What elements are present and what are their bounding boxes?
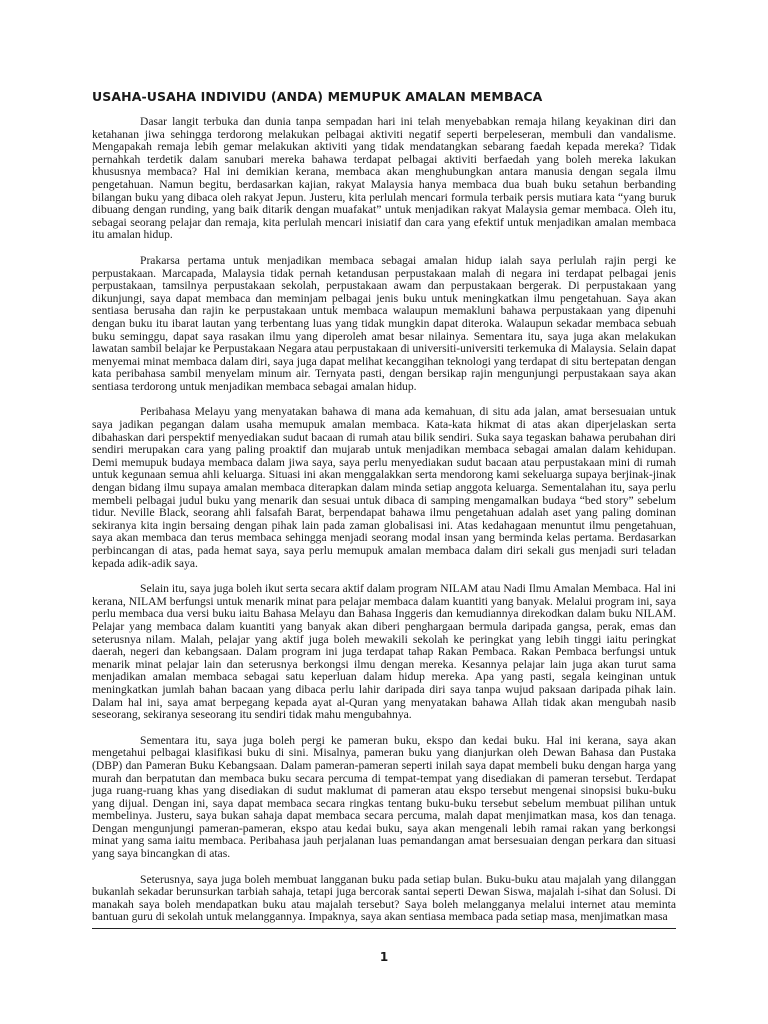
paragraph-4: Selain itu, saya juga boleh ikut serta secara aktif dalam program NILAM atau Nadi Ilmu Amalan Membaca. Hal ini kerana, NILAM berfungsi untuk menarik minat para pelajar membaca dalam kuantiti yang banyak. Melalui program ini, saya perlu membaca dua versi buku iaitu Bahasa Melayu dan Bahasa Inggeris dan kemudiannya direkodkan dalam buku NILAM. Pelajar yang membaca dalam kuantiti yang banyak akan diberi penghargaan bermula daripada gangsa, perak, emas dan seterusnya nilam. Malah, pelajar yang aktif juga boleh mewakili sekolah ke peringkat yang lebih tinggi iaitu peringkat daerah, negeri dan kebangsaan. Dalam program ini juga terdapat tahap Rakan Pembaca. Rakan Pembaca berfungsi untuk menarik minat pelajar lain dan seterusnya berkongsi ilmu dengan mereka. Kesannya pelajar lain juga akan turut sama menjadikan amalan membaca sebagai satu keperluan dalam hidup mereka. Apa yang pasti, segala keinginan untuk meningkatkan jumlah bahan bacaan yang dibaca perlu lahir daripada diri saya tanpa wujud paksaan daripada pihak lain. Dalam hal ini, saya amat berpegang kepada ayat al-Quran yang menyatakan bahawa Allah tidak akan mengubah nasib seseorang, sekiranya seseorang itu sendiri tidak mahu mengubahnya. — [92, 582, 676, 722]
paragraph-5: Sementara itu, saya juga boleh pergi ke pameran buku, ekspo dan kedai buku. Hal ini kerana, saya akan mengetahui pelbagai klasifikasi buku di sini. Misalnya, pameran buku yang dianjurkan oleh Dewan Bahasa dan Pustaka (DBP) dan Pameran Buku Kebangsaan. Dalam pameran-pameran seperti inilah saya dapat membeli buku dengan harga yang murah dan berpatutan dan membaca buku secara percuma di tempat-tempat yang disediakan di pameran tersebut. Terdapat juga ruang-ruang khas yang disediakan di sudut maklumat di pameran atau ekspo tersebut mengenai sinopsisi buku-buku yang dijual. Dengan ini, saya dapat membaca secara ringkas tentang buku-buku tersebut sebelum membuat pilihan untuk membelinya. Justeru, saya bukan sahaja dapat membaca secara percuma, malah dapat menjimatkan masa, kos dan tenaga. Dengan mengunjungi pameran-pameran, ekspo atau kedai buku, saya akan mengenali lebih ramai rakan yang berkongsi minat yang sama iaitu membaca. Peribahasa jauh perjalanan luas pemandangan amat bersesuaian dengan perkara dan situasi yang saya bincangkan di atas. — [92, 733, 676, 861]
paragraph-1: Dasar langit terbuka dan dunia tanpa sempadan hari ini telah menyebabkan remaja hilang keyakinan diri dan ketahanan jiwa sehingga terdorong melakukan pelbagai aktiviti negatif seperti berpeleseran, membuli dan vandalisme. Mengapakah remaja lebih gemar melakukan aktiviti yang tidak mendatangkan sebarang faedah kepada mereka? Tidak pernahkah terdetik dalam sanubari mereka bahawa terdapat pelbagai aktiviti berfaedah yang boleh mereka lakukan khususnya membaca? Hal ini demikian kerana, membaca akan menghubungkan antara manusia dengan segala ilmu pengetahuan. Namun begitu, berdasarkan kajian, rakyat Malaysia hanya membaca dua buah buku setahun berbanding bilangan buku yang dibaca oleh rakyat Jepun. Justeru, kita perlulah mencari formula terbaik persis mutiara kata “yang buruk dibuang dengan runding, yang baik ditarik dengan muafakat” untuk menjadikan rakyat Malaysia gemar membaca. Oleh itu, sebagai seorang pelajar dan remaja, kita perlulah mencari inisiatif dan cara yang efektif untuk menjadikan amalan membaca itu amalan hidup. — [92, 115, 676, 242]
paragraph-2: Prakarsa pertama untuk menjadikan membaca sebagai amalan hidup ialah saya perlulah rajin pergi ke perpustakaan. Marcapada, Malaysia tidak pernah ketandusan perpustakaan malah di negara ini terdapat pelbagai jenis perpustakaan, tamsilnya perpustakaan sekolah, perpustakaan awam dan perpustakaan bergerak. Di perpustakaan yang dikunjungi, saya dapat membaca dan meminjam pelbagai jenis buku untuk meningkatkan ilmu pengetahuan. Saya akan sentiasa berusaha dan rajin ke perpustakaan untuk membaca walaupun memakluni bahawa perpustakaan yang dipenuhi dengan buku itu ibarat lautan yang terbentang luas yang tidak mungkin dapat diteroka. Walaupun sekadar membaca sebuah buku seminggu, dapat saya rasakan ilmu yang diperoleh amat besar nilainya. Sementara itu, saya juga akan melakukan lawatan sambil belajar ke Perpustakaan Negara atau perpustakaan di universiti-universiti terkemuka di Malaysia. Selain dapat menyemai minat membaca dalam diri, saya juga dapat melihat kecanggihan teknologi yang terdapat di situ bertepatan dengan kata peribahasa sambil menyelam minum air. Ternyata pasti, dengan bersikap rajin mengunjungi perpustakaan saya akan sentiasa terdorong untuk menjadikan membaca sebagai amalan hidup. — [92, 253, 676, 393]
page-number: 1 — [379, 950, 389, 964]
footer-divider — [92, 928, 676, 929]
paragraph-3: Peribahasa Melayu yang menyatakan bahawa di mana ada kemahuan, di situ ada jalan, amat bersesuaian untuk saya jadikan pegangan dalam usaha memupuk amalan membaca. Kata-kata hikmat di atas akan diperjelaskan serta dibahaskan dari perspektif menyediakan sudut bacaan di rumah atau bilik sendiri. Suka saya tegaskan bahawa perubahan diri sendiri merupakan cara yang paling proaktif dan mujarab untuk menjadikan membaca sebagai amalan dalam kehidupan. Demi memupuk budaya membaca dalam jiwa saya, saya perlu menyediakan sudut bacaan atau perpustakaan mini di rumah untuk kegunaan semua ahli keluarga. Situasi ini akan menggalakkan serta mendorong kami sekeluarga supaya berjinak-jinak dengan bidang ilmu supaya amalan membaca diterapkan dalam minda setiap anggota keluarga. Sementalahan itu, saya perlu membeli pelbagai judul buku yang menarik dan sesuai untuk dibaca di samping mengamalkan budaya “bed story” sebelum tidur. Neville Black, seorang ahli falsafah Barat, berpendapat bahawa ilmu pengetahuan adalah aset yang paling dominan sekiranya kita ingin bersaing dengan pihak lain pada zaman globalisasi ini. Atas kedahagaan menuntut ilmu pengetahuan, saya akan membaca dan terus membaca sehingga menjadi seorang modal insan yang berminda kelas pertama. Berdasarkan perbincangan di atas, pada hemat saya, saya perlu memupuk amalan membaca dalam diri sekali gus menjadi suri teladan kepada adik-adik saya. — [92, 405, 676, 570]
paragraph-6: Seterusnya, saya juga boleh membuat langganan buku pada setiap bulan. Buku-buku atau majalah yang dilanggan bukanlah sekadar berunsurkan tarbiah sahaja, tetapi juga bercorak santai seperti Dewan Siswa, majalah i-sihat dan Solusi. Di manakah saya boleh mendapatkan buku atau majalah tersebut? Saya boleh melangganya melalui internet atau meminta bantuan guru di sekolah untuk melanggannya. Impaknya, saya akan sentiasa membaca pada setiap masa, menjimatkan masa — [92, 872, 676, 924]
document-body — [92, 116, 676, 937]
document-title: USAHA-USAHA INDIVIDU (ANDA) MEMUPUK AMALAN MEMBACA — [92, 89, 543, 104]
